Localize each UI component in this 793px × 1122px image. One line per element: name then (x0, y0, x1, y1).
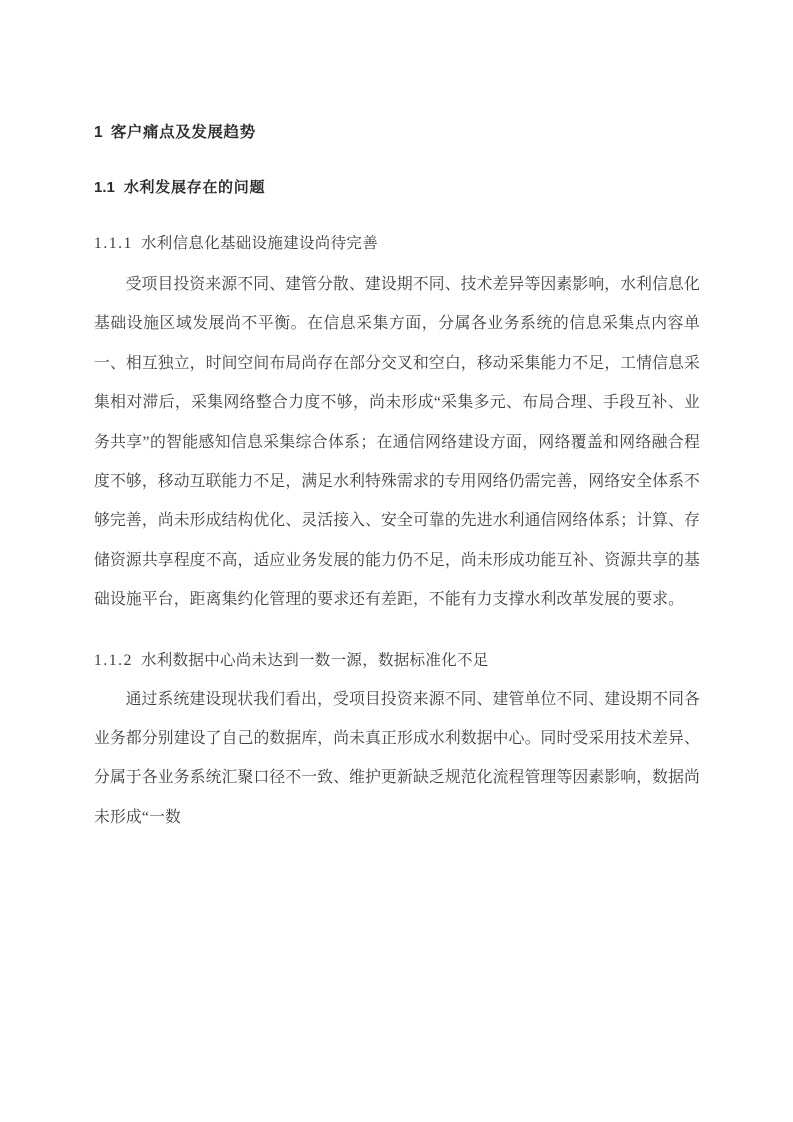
heading-2-text: 水利发展存在的问题 (123, 180, 266, 196)
heading-3-first-number: 1.1.1 (94, 235, 133, 252)
heading-level-3-second (94, 646, 700, 676)
heading-3-second-text: 水利数据中心尚未达到一数一源，数据标准化不足 (141, 651, 489, 669)
heading-3-second-number: 1.1.2 (94, 651, 133, 669)
heading-3-first-text: 水利信息化基础设施建设尚待完善 (141, 235, 379, 252)
paragraph-data-center: 通过系统建设现状我们看出，受项目投资来源不同、建管单位不同、建设期不同各业务都分别建设了自己的数据库，尚未真正形成水利数据中心。同时受采用技术差异、分属于各业务系统汇聚口径不一致、维护更新缺乏规范化流程管理等因素影响，数据尚未形成“一数 (94, 690, 700, 826)
heading-1-number: 1 (94, 124, 103, 141)
heading-level-1 (94, 118, 700, 148)
heading-level-2 (94, 173, 700, 203)
document-body (94, 118, 700, 837)
heading-2-number: 1.1 (94, 179, 115, 196)
heading-level-3-first (94, 229, 700, 259)
paragraph-infrastructure: 受项目投资来源不同、建管分散、建设期不同、技术差异等因素影响，水利信息化基础设施区域发展尚不平衡。在信息采集方面，分属各业务系统的信息采集点内容单一、相互独立，时间空间布局尚存在部分交叉和空白，移动采集能力不足，工情信息采集相对滞后，采集网络整合力度不够，尚未形成“采集多元、布局合理、手段互补、业务共享”的智能感知信息采集综合体系；在通信网络建设方面，网络覆盖和网络融合程度不够，移动互联能力不足，满足水利特殊需求的专用网络仍需完善，网络安全体系不够完善，尚未形成结构优化、灵活接入、安全可靠的先进水利通信网络体系；计算、存储资源共享程度不高，适应业务发展的能力仍不足，尚未形成功能互补、资源共享的基础设施平台，距离集约化管理的要求还有差距，不能有力支撑水利改革发展的要求。 (94, 276, 700, 609)
heading-1-text: 客户痛点及发展趋势 (110, 124, 256, 141)
